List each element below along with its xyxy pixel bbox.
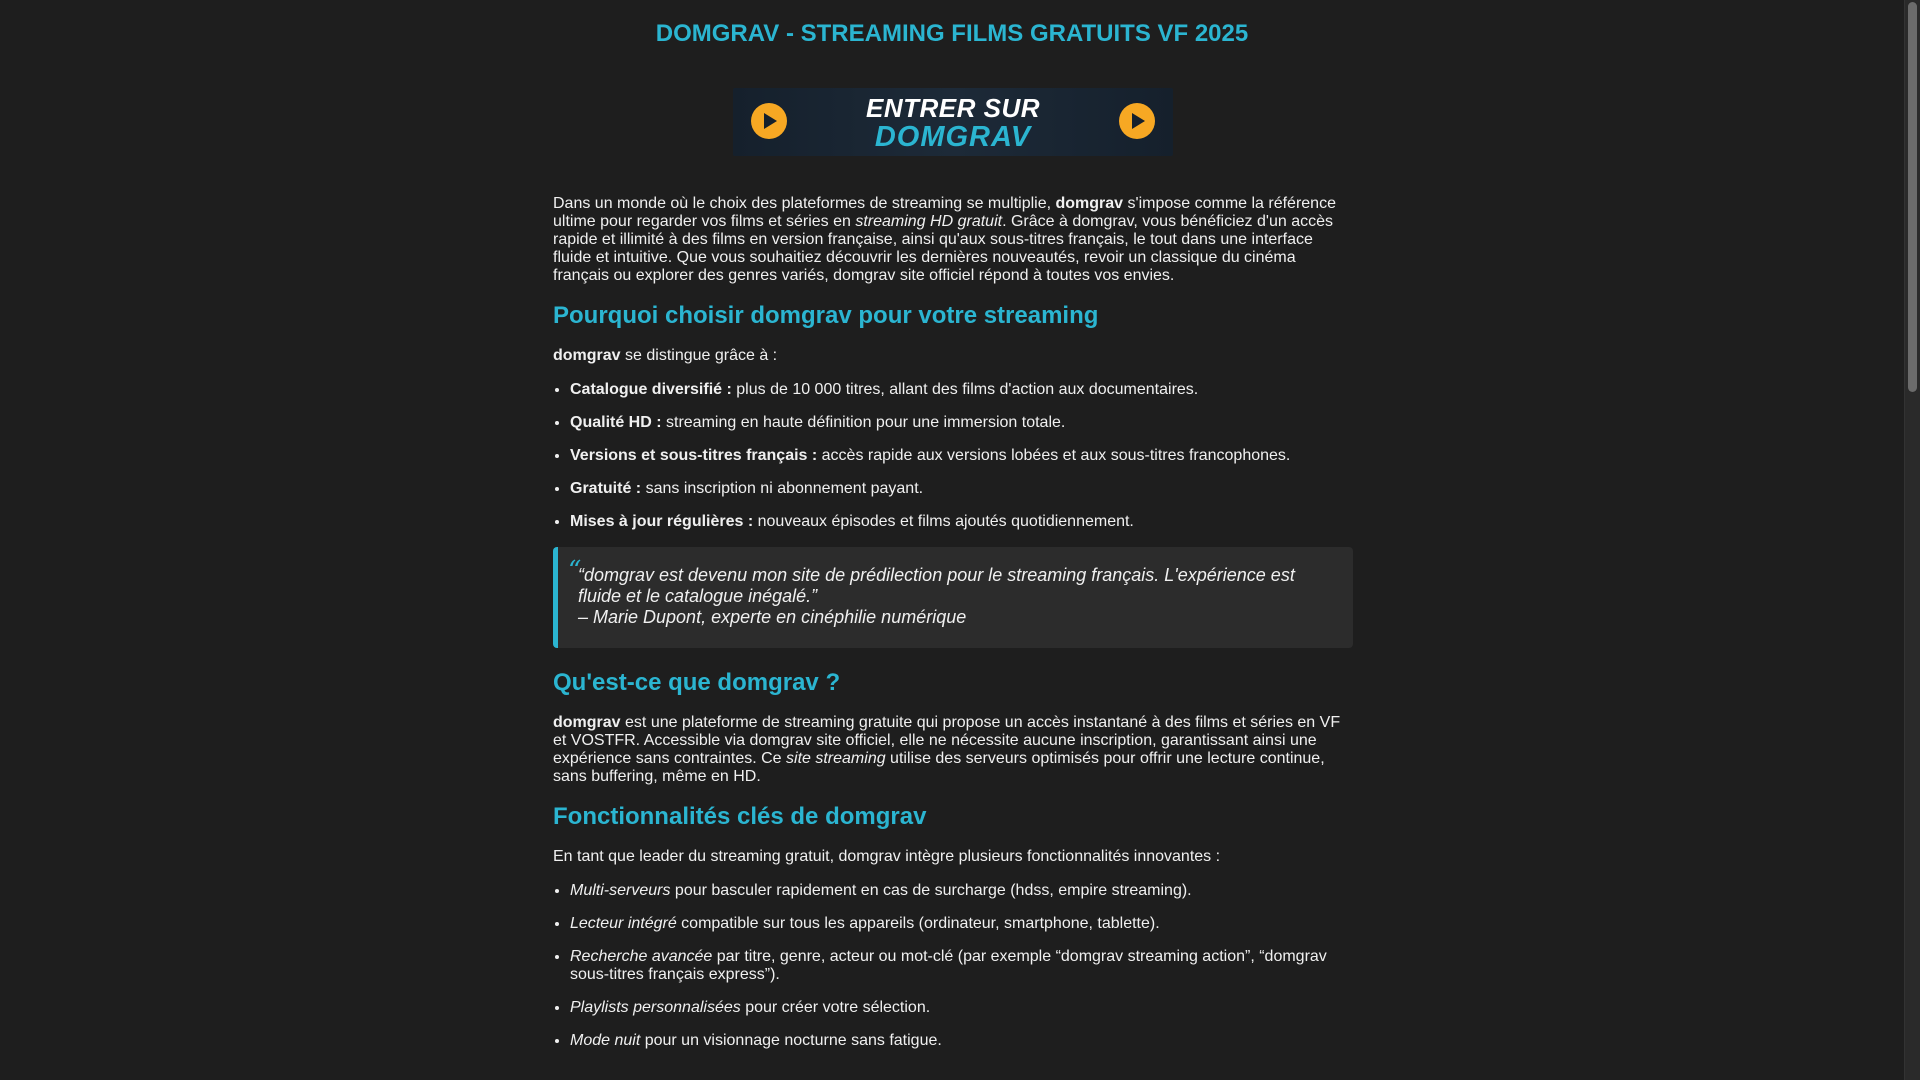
what-text: est une plateforme de streaming gratuite qui propose un accès instantané à des films et séries en VF et VOSTFR. Accessible via domgrav site officiel, elle ne nécessite aucune inscription, garantissant ainsi une expérience sans contraintes. Ce: [553, 714, 1341, 767]
why-lead: [553, 347, 1353, 365]
site-title: DOMGRAV - STREAMING FILMS GRATUITS VF 2025: [655, 20, 1249, 47]
play-icon: [1119, 103, 1155, 139]
list-item-label: Multi-serveurs: [570, 882, 671, 899]
list-item-text: nouveaux épisodes et films ajoutés quotidiennement.: [753, 513, 1134, 530]
list-item-text: accès rapide aux versions lobées et aux sous-titres francophones.: [817, 447, 1291, 464]
intro-text: . Grâce à domgrav, vous bénéficiez d'un accès rapide et illimité à des films en version française, ainsi qu'aux sous-titres français, le tout dans une interface fluide et intuitive. Que vous souhaitiez découvrir les dernières nouveautés, revoir un classique du cinéma français ou explorer des genres variés, domgrav site officiel répond à toutes vos envies.: [553, 213, 1333, 284]
why-list: [553, 381, 1353, 531]
list-item-text: pour basculer rapidement en cas de surcharge (hdss, empire streaming).: [670, 882, 1192, 899]
testimonial-quote: [553, 547, 1353, 648]
why-lead-text: se distingue grâce à :: [620, 347, 778, 364]
quote-text: “domgrav est devenu mon site de prédilection pour le streaming français. L'expérience est fluide et le catalogue inégalé.”: [578, 565, 1295, 606]
list-item-text: pour un visionnage nocturne sans fatigue.: [640, 1032, 942, 1049]
list-item-text: compatible sur tous les appareils (ordinateur, smartphone, tablette).: [676, 915, 1160, 932]
what-paragraph: [553, 714, 1353, 786]
intro-emphasis: streaming HD gratuit: [855, 213, 1003, 230]
list-item-text: pour créer votre sélection.: [740, 999, 931, 1016]
list-item-label: Catalogue diversifié :: [570, 381, 732, 398]
list-item: [570, 1032, 1353, 1050]
quote-icon: “: [568, 556, 582, 586]
list-item: [570, 480, 1353, 498]
vertical-scrollbar[interactable]: [1904, 0, 1920, 1080]
list-item-text: par titre, genre, acteur ou mot-clé (par exemple “domgrav streaming action”, “domgrav sous-titres français express”).: [570, 948, 1327, 983]
enter-site-button[interactable]: [733, 88, 1173, 156]
list-item-label: Playlists personnalisées: [570, 999, 741, 1016]
list-item: [570, 915, 1353, 933]
list-item: [570, 882, 1353, 900]
list-item-label: Mode nuit: [570, 1032, 641, 1049]
intro-paragraph: [553, 195, 1353, 285]
what-text: utilise des serveurs optimisés pour offrir une lecture continue, sans buffering, même en HD.: [553, 750, 1325, 785]
intro-text: Dans un monde où le choix des plateformes de streaming se multiplie,: [553, 195, 1056, 212]
list-item-text: streaming en haute définition pour une immersion totale.: [661, 414, 1066, 431]
brand-name: domgrav: [553, 714, 621, 731]
list-item: [570, 948, 1353, 984]
what-emphasis: site streaming: [786, 750, 886, 767]
what-heading: Qu'est-ce que domgrav ?: [553, 669, 841, 696]
why-heading: Pourquoi choisir domgrav pour votre streaming: [553, 302, 1099, 329]
list-item: [570, 414, 1353, 432]
list-item-label: Versions et sous-titres français :: [570, 447, 818, 464]
list-item-label: Lecteur intégré: [570, 915, 677, 932]
cta-line2: DOMGRAV: [874, 121, 1032, 153]
features-lead: En tant que leader du streaming gratuit, domgrav intègre plusieurs fonctionnalités innovantes :: [553, 848, 1221, 865]
list-item-label: Gratuité :: [570, 480, 642, 497]
list-item-label: Recherche avancée: [570, 948, 713, 965]
list-item: [570, 381, 1353, 399]
article-content: [553, 195, 1353, 1066]
brand-name: domgrav: [553, 347, 621, 364]
features-list: [553, 882, 1353, 1050]
list-item: [570, 447, 1353, 465]
scrollbar-thumb[interactable]: [1908, 2, 1917, 392]
list-item-text: sans inscription ni abonnement payant.: [641, 480, 924, 497]
list-item-text: plus de 10 000 titres, allant des films d'action aux documentaires.: [731, 381, 1199, 398]
list-item-label: Qualité HD :: [570, 414, 662, 431]
list-item-label: Mises à jour régulières :: [570, 513, 754, 530]
brand-name: domgrav: [1055, 195, 1124, 212]
intro-text: s'impose comme la référence ultime pour regarder vos films et séries en: [553, 195, 1336, 230]
quote-author: – Marie Dupont, experte en cinéphilie numérique: [578, 607, 967, 627]
list-item: [570, 513, 1353, 531]
cta-line1: ENTRER SUR: [865, 93, 1040, 123]
features-heading: Fonctionnalités clés de domgrav: [553, 803, 927, 830]
list-item: [570, 999, 1353, 1017]
